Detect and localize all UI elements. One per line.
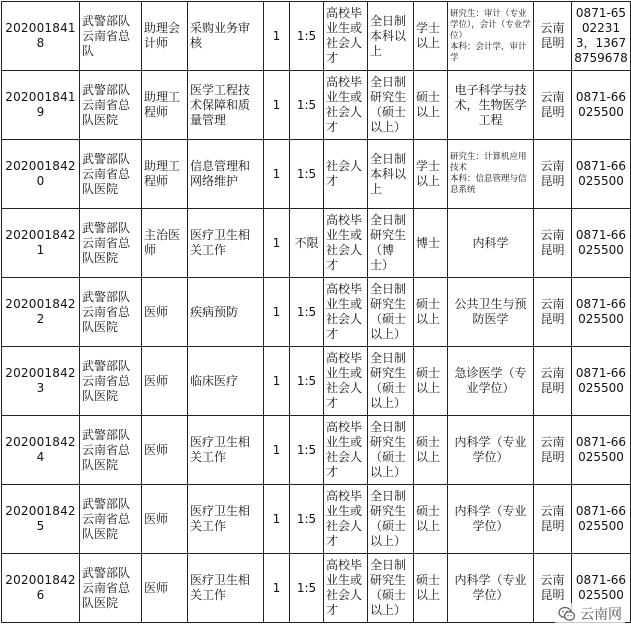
location-cell	[534, 71, 572, 140]
degree-cell-text: 硕士以上	[416, 366, 441, 395]
candidate-source-cell	[324, 71, 368, 140]
position-cell	[142, 416, 188, 485]
education-cell-text: 全日制研究生（硕士以上）	[370, 420, 407, 479]
phone-cell	[572, 485, 631, 554]
location-cell-text: 云南昆明	[540, 21, 565, 50]
phone-cell-text: 0871-66025500	[575, 504, 627, 533]
phone-cell	[572, 2, 631, 71]
location-cell	[534, 2, 572, 71]
headcount-cell-text: 1	[272, 28, 281, 43]
duty-cell	[188, 554, 264, 623]
table-row	[2, 2, 631, 71]
degree-cell-text: 博士	[416, 235, 441, 250]
degree-cell-text: 硕士以上	[416, 297, 441, 326]
location-cell	[534, 416, 572, 485]
exam-ratio-cell-text: 1:5	[296, 97, 317, 112]
major-cell	[448, 485, 534, 554]
major-cell-text: 内科学（专业学位）	[454, 435, 527, 464]
employer-cell	[80, 554, 142, 623]
location-cell	[534, 278, 572, 347]
employer-cell	[80, 278, 142, 347]
employer-cell-text: 武警部队云南省总队医院	[82, 565, 131, 610]
headcount-cell-text: 1	[272, 166, 281, 181]
watermark-text: 云南网	[580, 607, 622, 623]
position-cell-text: 医师	[144, 511, 169, 526]
position-cell-text: 助理工程师	[144, 90, 181, 119]
employer-cell-text: 武警部队云南省总队医院	[82, 151, 131, 196]
major-cell	[448, 416, 534, 485]
job-code-cell-text: 2020018421	[5, 228, 76, 257]
degree-cell-text: 硕士以上	[416, 90, 441, 119]
location-cell-text: 云南昆明	[540, 228, 565, 257]
degree-cell	[414, 416, 448, 485]
position-cell	[142, 2, 188, 71]
exam-ratio-cell-text: 不限	[294, 235, 319, 250]
phone-cell	[572, 140, 631, 209]
degree-cell-text: 硕士以上	[416, 435, 441, 464]
phone-cell-text: 0871-66025500	[575, 297, 627, 326]
candidate-source-cell-text: 高校毕业生或社会人才	[326, 351, 363, 410]
headcount-cell-text: 1	[272, 442, 281, 457]
exam-ratio-cell	[290, 416, 324, 485]
exam-ratio-cell	[290, 2, 324, 71]
position-cell	[142, 71, 188, 140]
candidate-source-cell-text: 高校毕业生或社会人才	[326, 6, 363, 65]
employer-cell	[80, 140, 142, 209]
position-cell	[142, 278, 188, 347]
duty-cell-text: 信息管理和网络维护	[190, 159, 251, 188]
candidate-source-cell	[324, 416, 368, 485]
duty-cell	[188, 485, 264, 554]
candidate-source-cell-text: 高校毕业生或社会人才	[326, 282, 363, 341]
source-watermark	[555, 603, 625, 625]
employer-cell-text: 武警部队云南省总队	[82, 13, 131, 58]
major-cell	[448, 140, 534, 209]
position-cell-text: 助理工程师	[144, 159, 181, 188]
headcount-cell	[264, 140, 290, 209]
exam-ratio-cell-text: 1:5	[296, 28, 317, 43]
location-cell-text: 云南昆明	[540, 90, 565, 119]
job-code-cell	[2, 554, 80, 623]
location-cell-text: 云南昆明	[540, 159, 565, 188]
exam-ratio-cell	[290, 71, 324, 140]
education-cell-text: 全日制本科以上	[370, 13, 407, 58]
wechat-icon	[558, 606, 576, 622]
exam-ratio-cell	[290, 140, 324, 209]
exam-ratio-cell-text: 1:5	[296, 580, 317, 595]
candidate-source-cell-text: 高校毕业生或社会人才	[326, 489, 363, 548]
education-cell	[368, 554, 414, 623]
headcount-cell-text: 1	[272, 580, 281, 595]
job-code-cell-text: 2020018423	[5, 366, 76, 395]
table-row	[2, 416, 631, 485]
employer-cell	[80, 71, 142, 140]
major-cell-text: 内科学（专业学位）	[454, 504, 527, 533]
job-code-cell	[2, 209, 80, 278]
candidate-source-cell-text: 高校毕业生或社会人才	[326, 558, 363, 617]
position-cell-text: 助理会计师	[144, 21, 181, 50]
duty-cell	[188, 416, 264, 485]
position-cell	[142, 485, 188, 554]
degree-cell	[414, 71, 448, 140]
education-cell	[368, 485, 414, 554]
duty-cell	[188, 2, 264, 71]
duty-cell	[188, 209, 264, 278]
job-code-cell	[2, 278, 80, 347]
job-code-cell	[2, 2, 80, 71]
table-row	[2, 485, 631, 554]
phone-cell	[572, 416, 631, 485]
duty-cell-text: 医疗卫生相关工作	[190, 435, 251, 464]
degree-cell	[414, 554, 448, 623]
duty-cell-text: 临床医疗	[190, 373, 239, 388]
phone-cell	[572, 71, 631, 140]
headcount-cell-text: 1	[272, 304, 281, 319]
major-cell-text: 内科学（专业学位）	[454, 573, 527, 602]
duty-cell-text: 医疗卫生相关工作	[190, 573, 251, 602]
phone-cell-text: 0871-66025500	[575, 90, 627, 119]
education-cell-text: 全日制研究生（硕士以上）	[370, 75, 407, 134]
location-cell	[534, 485, 572, 554]
headcount-cell	[264, 71, 290, 140]
position-cell	[142, 554, 188, 623]
exam-ratio-cell-text: 1:5	[296, 166, 317, 181]
candidate-source-cell	[324, 278, 368, 347]
major-cell	[448, 71, 534, 140]
candidate-source-cell	[324, 140, 368, 209]
duty-cell-text: 医学工程技术保障和质量管理	[190, 82, 251, 127]
location-cell-text: 云南昆明	[540, 573, 565, 602]
duty-cell	[188, 347, 264, 416]
headcount-cell-text: 1	[272, 97, 281, 112]
employer-cell	[80, 209, 142, 278]
employer-cell-text: 武警部队云南省总队医院	[82, 82, 131, 127]
major-cell-text: 急诊医学（专业学位）	[454, 366, 527, 395]
degree-cell	[414, 140, 448, 209]
exam-ratio-cell	[290, 278, 324, 347]
education-cell-text: 全日制研究生（博士）	[370, 213, 407, 272]
degree-cell	[414, 347, 448, 416]
candidate-source-cell	[324, 485, 368, 554]
position-cell	[142, 347, 188, 416]
major-cell	[448, 209, 534, 278]
job-code-cell	[2, 416, 80, 485]
major-cell-text: 研究生：审计（专业学位），会计（专业学位） 本科：会计学，审计学	[450, 8, 531, 63]
exam-ratio-cell	[290, 554, 324, 623]
duty-cell	[188, 140, 264, 209]
degree-cell-text: 硕士以上	[416, 504, 441, 533]
position-cell-text: 医师	[144, 442, 169, 457]
job-code-cell-text: 2020018425	[5, 504, 76, 533]
exam-ratio-cell	[290, 485, 324, 554]
location-cell-text: 云南昆明	[540, 297, 565, 326]
job-code-cell	[2, 347, 80, 416]
phone-cell	[572, 347, 631, 416]
job-code-cell-text: 2020018422	[5, 297, 76, 326]
candidate-source-cell	[324, 209, 368, 278]
employer-cell	[80, 485, 142, 554]
major-cell	[448, 347, 534, 416]
position-cell-text: 医师	[144, 580, 169, 595]
location-cell	[534, 347, 572, 416]
phone-cell	[572, 278, 631, 347]
phone-cell-text: 0871-66025500	[575, 159, 627, 188]
table-row	[2, 71, 631, 140]
degree-cell-text: 学士以上	[416, 21, 441, 50]
phone-cell-text: 0871-66025500	[575, 573, 627, 602]
table-row	[2, 209, 631, 278]
major-cell-text: 内科学	[472, 235, 509, 250]
degree-cell-text: 硕士以上	[416, 573, 441, 602]
degree-cell	[414, 278, 448, 347]
employer-cell	[80, 2, 142, 71]
job-code-cell	[2, 485, 80, 554]
duty-cell-text: 医疗卫生相关工作	[190, 504, 251, 533]
job-code-cell-text: 2020018418	[5, 21, 76, 50]
education-cell	[368, 416, 414, 485]
phone-cell	[572, 209, 631, 278]
exam-ratio-cell-text: 1:5	[296, 442, 317, 457]
employer-cell-text: 武警部队云南省总队医院	[82, 496, 131, 541]
education-cell	[368, 71, 414, 140]
major-cell-text: 电子科学与技术，生物医学工程	[454, 82, 527, 127]
duty-cell-text: 医疗卫生相关工作	[190, 228, 251, 257]
headcount-cell	[264, 347, 290, 416]
location-cell-text: 云南昆明	[540, 504, 565, 533]
degree-cell-text: 学士以上	[416, 159, 441, 188]
major-cell	[448, 278, 534, 347]
table-row	[2, 554, 631, 623]
job-code-cell-text: 2020018426	[5, 573, 76, 602]
headcount-cell-text: 1	[272, 235, 281, 250]
candidate-source-cell	[324, 347, 368, 416]
headcount-cell-text: 1	[272, 373, 281, 388]
education-cell	[368, 347, 414, 416]
employer-cell-text: 武警部队云南省总队医院	[82, 427, 131, 472]
headcount-cell	[264, 209, 290, 278]
position-cell-text: 医师	[144, 373, 169, 388]
job-code-cell	[2, 71, 80, 140]
major-cell-text: 公共卫生与预防医学	[454, 297, 527, 326]
exam-ratio-cell-text: 1:5	[296, 511, 317, 526]
table-row	[2, 347, 631, 416]
location-cell-text: 云南昆明	[540, 435, 565, 464]
headcount-cell	[264, 416, 290, 485]
position-cell-text: 医师	[144, 304, 169, 319]
job-code-cell-text: 2020018424	[5, 435, 76, 464]
recruitment-table	[1, 1, 631, 623]
education-cell-text: 全日制研究生（硕士以上）	[370, 558, 407, 617]
duty-cell	[188, 278, 264, 347]
employer-cell-text: 武警部队云南省总队医院	[82, 358, 131, 403]
candidate-source-cell-text: 高校毕业生或社会人才	[326, 213, 363, 272]
phone-cell-text: 0871-66025500	[575, 366, 627, 395]
headcount-cell	[264, 278, 290, 347]
major-cell-text: 研究生：计算机应用技术 本科：信息管理与信息系统	[450, 152, 527, 195]
phone-cell-text: 0871-65022313，13678759678	[574, 6, 628, 65]
candidate-source-cell-text: 社会人才	[326, 159, 363, 188]
exam-ratio-cell-text: 1:5	[296, 373, 317, 388]
duty-cell	[188, 71, 264, 140]
phone-cell-text: 0871-66025500	[575, 228, 627, 257]
job-code-cell	[2, 140, 80, 209]
table-row	[2, 140, 631, 209]
position-cell-text: 主治医师	[144, 228, 181, 257]
education-cell-text: 全日制研究生（硕士以上）	[370, 351, 407, 410]
job-code-cell-text: 2020018420	[5, 159, 76, 188]
headcount-cell	[264, 554, 290, 623]
candidate-source-cell-text: 高校毕业生或社会人才	[326, 420, 363, 479]
education-cell	[368, 209, 414, 278]
phone-cell-text: 0871-66025500	[575, 435, 627, 464]
education-cell	[368, 140, 414, 209]
position-cell	[142, 140, 188, 209]
major-cell	[448, 554, 534, 623]
employer-cell	[80, 416, 142, 485]
education-cell	[368, 2, 414, 71]
degree-cell	[414, 485, 448, 554]
duty-cell-text: 疾病预防	[190, 304, 239, 319]
candidate-source-cell	[324, 2, 368, 71]
table-row	[2, 278, 631, 347]
major-cell	[448, 2, 534, 71]
education-cell-text: 全日制研究生（硕士以上）	[370, 282, 407, 341]
headcount-cell	[264, 2, 290, 71]
degree-cell	[414, 209, 448, 278]
education-cell-text: 全日制研究生（硕士以上）	[370, 489, 407, 548]
education-cell-text: 全日制本科以上	[370, 151, 407, 196]
employer-cell-text: 武警部队云南省总队医院	[82, 220, 131, 265]
candidate-source-cell-text: 高校毕业生或社会人才	[326, 75, 363, 134]
location-cell	[534, 140, 572, 209]
location-cell-text: 云南昆明	[540, 366, 565, 395]
exam-ratio-cell	[290, 209, 324, 278]
job-code-cell-text: 2020018419	[5, 90, 76, 119]
degree-cell	[414, 2, 448, 71]
headcount-cell	[264, 485, 290, 554]
location-cell	[534, 209, 572, 278]
employer-cell	[80, 347, 142, 416]
exam-ratio-cell-text: 1:5	[296, 304, 317, 319]
candidate-source-cell	[324, 554, 368, 623]
headcount-cell-text: 1	[272, 511, 281, 526]
position-cell	[142, 209, 188, 278]
education-cell	[368, 278, 414, 347]
exam-ratio-cell	[290, 347, 324, 416]
duty-cell-text: 采购业务审核	[190, 21, 251, 50]
employer-cell-text: 武警部队云南省总队医院	[82, 289, 131, 334]
